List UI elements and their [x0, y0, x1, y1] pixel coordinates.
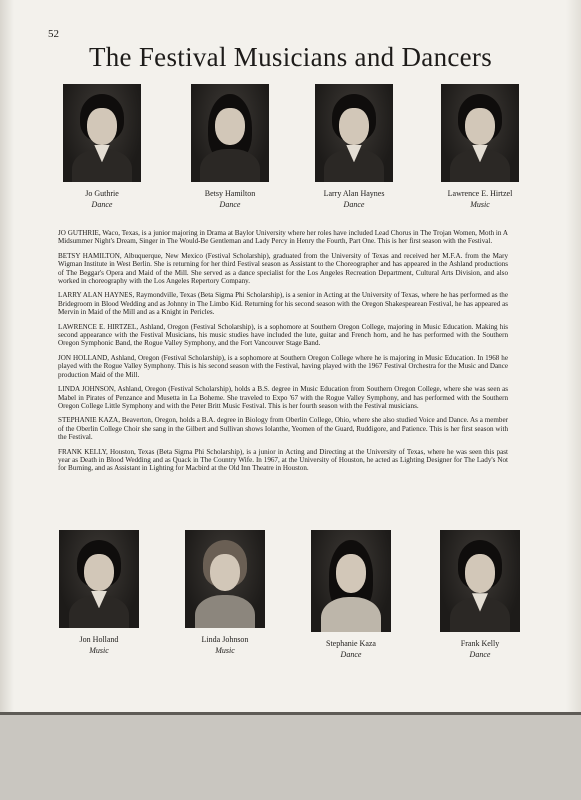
bio-paragraph: [58, 291, 508, 316]
portrait-jon-holland: [58, 530, 140, 656]
portrait-name: Stephanie Kaza: [326, 639, 376, 648]
portrait-photo: [63, 84, 141, 182]
portrait-photo: [440, 530, 520, 632]
bio-paragraph: [58, 229, 508, 246]
portrait-photo: [311, 530, 391, 632]
portrait-photo: [59, 530, 139, 628]
portrait-role: Music: [215, 646, 235, 655]
portrait-photo: [441, 84, 519, 182]
portrait-lawrence-hirtzel: [440, 84, 520, 210]
bio-name: BETSY HAMILTON: [58, 251, 120, 260]
portrait-jo-guthrie: [62, 84, 142, 210]
bio-name: LAWRENCE E. HIRTZEL: [58, 322, 137, 331]
portrait-frank-kelly: [438, 530, 522, 660]
bio-text: , Ashland, Oregon (Festival Scholarship), is a sophomore at Southern Oregon College where he is majoring in Music Education. In 1968 he played with the Rogue Valley Symphony. This is his second season with the Festival, having played with the 1967 Festival Orchestra for the Music and Dance production Maid of the Mill.: [58, 353, 508, 379]
biographies: [58, 229, 508, 479]
bio-name: FRANK KELLY: [58, 447, 106, 456]
portrait-role: Music: [470, 200, 490, 209]
portrait-betsy-hamilton: [190, 84, 270, 210]
page-title: The Festival Musicians and Dancers: [88, 42, 493, 72]
bio-name: JO GUTHRIE: [58, 229, 99, 237]
portrait-role: Dance: [91, 200, 113, 209]
portrait-stephanie-kaza: [310, 530, 392, 660]
portrait-name: Jo Guthrie: [85, 189, 119, 198]
portrait-name: Frank Kelly: [460, 639, 500, 648]
bio-text: , Houston, Texas (Beta Sigma Phi Scholarship), is a junior in Acting and Directing at the University of Texas, where he was seen this past year as Death in Blood Wedding and as Quack in The Country Wife. In 1967, at the University of Houston, he acted as Lighting Designer for The Lady's Not for Burning, and as Assistant in Lighting for Macbird at the Old Inn Theatre in Houston.: [58, 447, 508, 473]
bio-text: , Waco, Texas, is a junior majoring in Drama at Baylor University where her roles have included Lead Chorus in The Trojan Women, Moth in A Midsummer Night's Dream, Singer in The Would-Be Gentleman and Lady Percy in Henry the Fourth, Part One. This is her first season with the Festival.: [58, 229, 508, 246]
portrait-photo: [315, 84, 393, 182]
portrait-name: Linda Johnson: [201, 635, 249, 644]
bio-name: LINDA JOHNSON: [58, 385, 115, 394]
bio-text: , Ashland, Oregon (Festival Scholarship), is a sophomore at Southern Oregon College, majoring in Music Education. Making his second appearance with the Festival Musicians, his music studies have included the lute, guitar and French horn, and he has performed with the Southern Oregon Symphonic Band, the Rogue Valley Symphony, and the Fort Vancouver Stage Band.: [58, 322, 508, 348]
bio-name: LARRY ALAN HAYNES: [58, 291, 133, 300]
bio-paragraph: [58, 354, 508, 379]
bio-paragraph: [58, 385, 508, 410]
portrait-photo: [191, 84, 269, 182]
page-number: 52: [48, 28, 59, 40]
portrait-role: Dance: [343, 200, 365, 209]
scan-bottom-edge: [0, 712, 581, 800]
bio-name: STEPHANIE KAZA: [58, 416, 119, 425]
bio-paragraph: [58, 323, 508, 348]
bio-paragraph: [58, 448, 508, 473]
bio-name: JON HOLLAND: [58, 353, 108, 362]
portrait-role: Dance: [340, 650, 362, 659]
portrait-name: Jon Holland: [79, 635, 119, 644]
portrait-larry-alan-haynes: [314, 84, 394, 210]
bio-paragraph: [58, 252, 508, 286]
portrait-name: Betsy Hamilton: [204, 189, 256, 198]
bio-text: , Albuquerque, New Mexico (Festival Scholarship), graduated from the University of Texas and received her M.F.A. from the Mary Wigman Institute in West Berlin. She is returning for her third Festival season as Assistant to the Choreographer and has appeared in the Ashland productions of The Beggar's Opera and Maid of the Mill. She served as a dance specialist for the Los Angeles Recreation Department, Cultural Arts Division, and also worked in choreography with the Los Angeles Repertory Company.: [58, 251, 508, 286]
portrait-photo: [185, 530, 265, 628]
bio-text: , Ashland, Oregon (Festival Scholarship), holds a B.S. degree in Music Education from Southern Oregon College, where she was seen as Mabel in Pirates of Penzance and Musetta in La Boheme. She traveled to Expo '67 with the Rogue Valley Symphony, and has performed with the Southern Oregon College Little Symphony and with the Peter Britt Music Festival. This is her fourth season with the Festival musicians.: [58, 385, 508, 410]
bio-text: , Raymondville, Texas (Beta Sigma Phi Scholarship), is a senior in Acting at the University of Texas, where he has performed as the Bridegroom in Blood Wedding and as Johnny in The Limbo Kid. Returning for his second season with the Oregon Shakespearean Festival, he has appeared as Mervin in Maid of the Mill and as a Knight in Pericles.: [58, 291, 508, 317]
bio-text: , Beaverton, Oregon, holds a B.A. degree in Biology from Oberlin College, Ohio, where she also studied Voice and Dance. As a member of the Oberlin College Choir she sang in the Gilbert and Sullivan shows Iolanthe, Yeomen of the Guard, Ruddigore, and Patience. This is her first season with the Festival.: [58, 416, 508, 442]
portrait-linda-johnson: [184, 530, 266, 656]
bio-paragraph: [58, 416, 508, 441]
portrait-name: Lawrence E. Hirtzel: [447, 189, 513, 198]
portrait-role: Dance: [219, 200, 241, 209]
portrait-name: Larry Alan Haynes: [323, 189, 385, 198]
portrait-role: Dance: [469, 650, 491, 659]
portrait-role: Music: [89, 646, 109, 655]
